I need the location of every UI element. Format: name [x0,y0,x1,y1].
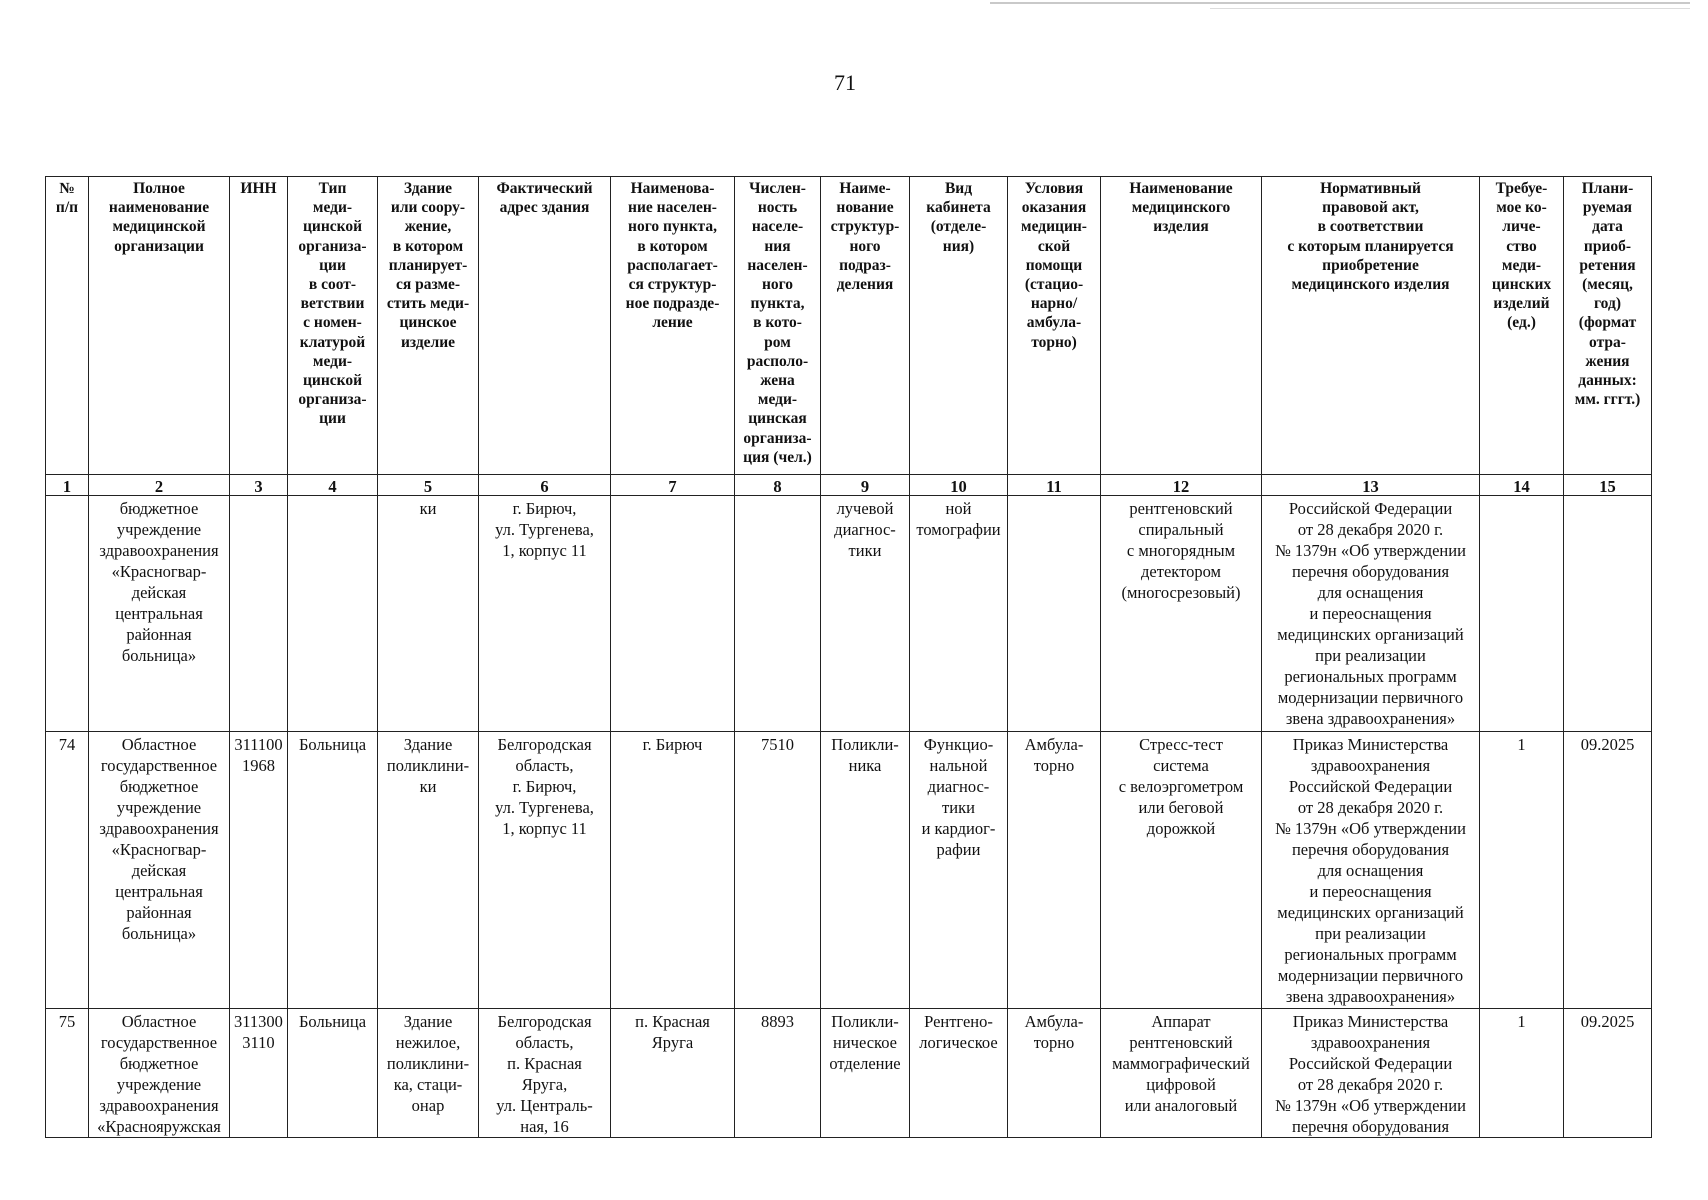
header-cell: Наиме- нование структур- ного подраз- деления [821,177,910,475]
column-number: 14 [1480,475,1564,496]
header-cell: Условия оказания медицин- ской помощи (стацио- нарно/ амбула- торно) [1008,177,1101,475]
table-cell: рентгеновский спиральный с многорядным детектором (многосрезовый) [1101,496,1262,732]
column-number-row [46,475,1652,496]
table-cell: Больница [288,732,378,1009]
table-cell: 1 [1480,1009,1564,1138]
table-cell: ки [378,496,479,732]
table-cell: Рентгено- логическое [910,1009,1008,1138]
table-cell: Российской Федерации от 28 декабря 2020 г. № 1379н «Об утверждении перечня оборудования для оснащения и переоснащения медицинских организаций при реализации региональных программ модернизации первичного звена здравоохранения» [1262,496,1480,732]
table-cell: 311100 1968 [230,732,288,1009]
table-cell: Областное государственное бюджетное учреждение здравоохранения «Красногвар- дейская центральная районная больница» [89,732,230,1009]
table-cell: лучевой диагнос- тики [821,496,910,732]
table-cell [1480,496,1564,732]
scan-edge-line [990,2,1690,4]
column-number: 2 [89,475,230,496]
header-cell: Требуе- мое ко- личе- ство меди- цинских изделий (ед.) [1480,177,1564,475]
header-cell: Вид кабинета (отделе- ния) [910,177,1008,475]
table-cell: 8893 [735,1009,821,1138]
column-number: 6 [479,475,611,496]
header-row [46,177,1652,475]
table-cell: бюджетное учреждение здравоохранения «Красногвар- дейская центральная районная больница» [89,496,230,732]
table-cell: Здание нежилое, поликлини- ка, стаци- онар [378,1009,479,1138]
header-cell: ИНН [230,177,288,475]
table-cell: г. Бирюч, ул. Тургенева, 1, корпус 11 [479,496,611,732]
column-number: 15 [1564,475,1652,496]
table-cell: Белгородская область, г. Бирюч, ул. Тургенева, 1, корпус 11 [479,732,611,1009]
table-cell [1564,496,1652,732]
header-cell: Тип меди- цинской организа- ции в соот- ветствии с номен- клатурой меди- цинской организа- ции [288,177,378,475]
column-number: 4 [288,475,378,496]
table-row-75 [46,1009,1652,1138]
table-cell: Поликли- ника [821,732,910,1009]
column-number: 3 [230,475,288,496]
equipment-table [45,176,1652,1138]
table-cell: Белгородская область, п. Красная Яруга, ул. Централь- ная, 16 [479,1009,611,1138]
table-cell [46,496,89,732]
table-cell [611,496,735,732]
table-cell [735,496,821,732]
column-number: 1 [46,475,89,496]
table-row-continued [46,496,1652,732]
table-cell: 7510 [735,732,821,1009]
column-number: 11 [1008,475,1101,496]
table-cell: п. Красная Яруга [611,1009,735,1138]
table-cell: Областное государственное бюджетное учреждение здравоохранения «Краснояружская [89,1009,230,1138]
table-cell: 09.2025 [1564,1009,1652,1138]
column-number: 8 [735,475,821,496]
table-cell: 311300 3110 [230,1009,288,1138]
header-cell: Нормативный правовой акт, в соответствии с которым планируется приобретение медицинского изделия [1262,177,1480,475]
header-cell: Полное наименование медицинской организации [89,177,230,475]
column-number: 5 [378,475,479,496]
table-cell: Больница [288,1009,378,1138]
header-cell: Наименование медицинского изделия [1101,177,1262,475]
table-cell [1008,496,1101,732]
column-number: 7 [611,475,735,496]
table-row-74 [46,732,1652,1009]
header-cell: Фактический адрес здания [479,177,611,475]
table-cell: ной томографии [910,496,1008,732]
scan-edge-line-2 [1210,8,1690,9]
table-cell: г. Бирюч [611,732,735,1009]
column-number: 13 [1262,475,1480,496]
column-number: 12 [1101,475,1262,496]
table-cell: Приказ Министерства здравоохранения Российской Федерации от 28 декабря 2020 г. № 1379н «Об утверждении перечня оборудования [1262,1009,1480,1138]
table-cell [288,496,378,732]
column-number: 10 [910,475,1008,496]
column-number: 9 [821,475,910,496]
table-cell: Приказ Министерства здравоохранения Российской Федерации от 28 декабря 2020 г. № 1379н «Об утверждении перечня оборудования для оснащения и переоснащения медицинских организаций при реализации региональных программ модернизации первичного звена здравоохранения» [1262,732,1480,1009]
header-cell: № п/п [46,177,89,475]
table-cell: Аппарат рентгеновский маммографический цифровой или аналоговый [1101,1009,1262,1138]
table-cell [230,496,288,732]
table-cell: Поликли- ническое отделение [821,1009,910,1138]
header-cell: Здание или соору- жение, в котором планирует- ся разме- стить меди- цинское изделие [378,177,479,475]
table-cell: Амбула- торно [1008,1009,1101,1138]
header-cell: Числен- ность населе- ния населен- ного пункта, в кото- ром располо- жена меди- цинская организа- ция (чел.) [735,177,821,475]
header-cell: Плани- руемая дата приоб- ретения (месяц, год) (формат отра- жения данных: мм. гггт.) [1564,177,1652,475]
table-cell: Функцио- нальной диагнос- тики и кардиог- рафии [910,732,1008,1009]
table-cell: Стресс-тест система с велоэргометром или беговой дорожкой [1101,732,1262,1009]
table-cell: Здание поликлини- ки [378,732,479,1009]
page-number: 71 [834,70,856,95]
table-cell: 1 [1480,732,1564,1009]
table-cell: Амбула- торно [1008,732,1101,1009]
table-cell: 74 [46,732,89,1009]
header-cell: Наименова- ние населен- ного пункта, в котором располагает- ся структур- ное подразде- ление [611,177,735,475]
table-cell: 09.2025 [1564,732,1652,1009]
table-cell: 75 [46,1009,89,1138]
